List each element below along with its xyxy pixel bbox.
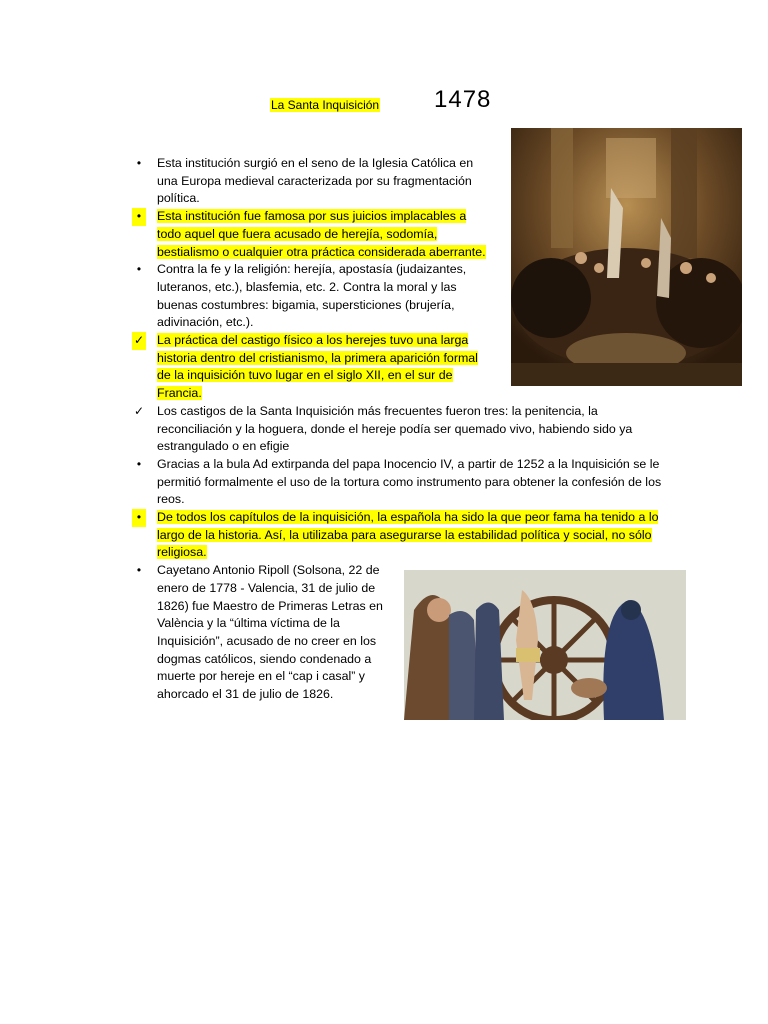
list-item-text: Cayetano Antonio Ripoll (Solsona, 22 de enero de 1778 - Valencia, 31 de julio de 1826) fue Maestro de Primeras Letras en València y la “última víctima de la Inquisición”, acusado de no creer en los dogmas católicos, siendo condenado a muerte por hereje en el “cap i casal” y ahorcado el 31 de julio de 1826. — [157, 563, 383, 702]
bullet-icon: • — [132, 208, 146, 226]
bullet-icon: • — [136, 156, 142, 170]
list-item — [132, 403, 662, 456]
list-item-text: La práctica del castigo físico a los herejes tuvo una larga historia dentro del cristianismo, la primera aparición formal de la inquisición tuvo lugar en el siglo XII, en el sur de Francia. — [157, 333, 478, 401]
list-item-text: De todos los capítulos de la inquisición, la española ha sido la que peor fama ha tenido a lo largo de la historia. Así, la utilizaba para asegurarse la estabilidad política y social, no sólo religiosa. — [157, 510, 659, 560]
bullet-icon: • — [132, 509, 146, 527]
document-title: La Santa Inquisición — [271, 98, 380, 112]
list-item — [132, 562, 402, 704]
list-item — [132, 208, 487, 261]
bullet-icon: • — [136, 456, 142, 471]
bullet-icon: • — [136, 563, 142, 578]
list-item — [132, 456, 662, 509]
list-item — [132, 509, 662, 562]
bullet-icon: • — [136, 262, 142, 277]
checkmark-icon: ✓ — [133, 403, 145, 418]
list-item-text: Esta institución surgió en el seno de la Iglesia Católica en una Europa medieval caracterizada por su fragmentación política. — [157, 156, 474, 206]
list-item-text: Contra la fe y la religión: herejía, apostasía (judaizantes, luteranos, etc.), blasfemia, etc. 2. Contra la moral y las buenas costumbres: bigamia, supersticiones (brujería, adivinación, etc.). — [157, 262, 467, 330]
list-item-text: Los castigos de la Santa Inquisición más frecuentes fueron tres: la penitencia, la reconciliación y la hoguera, donde el hereje podía ser quemado vivo, habiendo sido ya estrangulado o en efigie — [157, 403, 633, 454]
torture-wheel-engraving-image — [404, 570, 686, 720]
list-item-text: Gracias a la bula Ad extirpanda del papa Inocencio IV, a partir de 1252 a la Inquisición se le permitió formalmente el uso de la tortura como instrumento para obtener la confesión de los reos. — [157, 456, 662, 507]
list-item-text: Esta institución fue famosa por sus juicios implacables a todo aquel que fuera acusado de herejía, sodomía, bestialismo o cualquier otra práctica considerada aberrante. — [157, 209, 486, 259]
list-item — [132, 155, 487, 208]
tribunal-painting-image — [511, 128, 742, 386]
list-item — [132, 261, 487, 332]
checkmark-icon: ✓ — [132, 332, 146, 350]
list-item — [132, 332, 487, 403]
document-year: 1478 — [434, 86, 492, 113]
